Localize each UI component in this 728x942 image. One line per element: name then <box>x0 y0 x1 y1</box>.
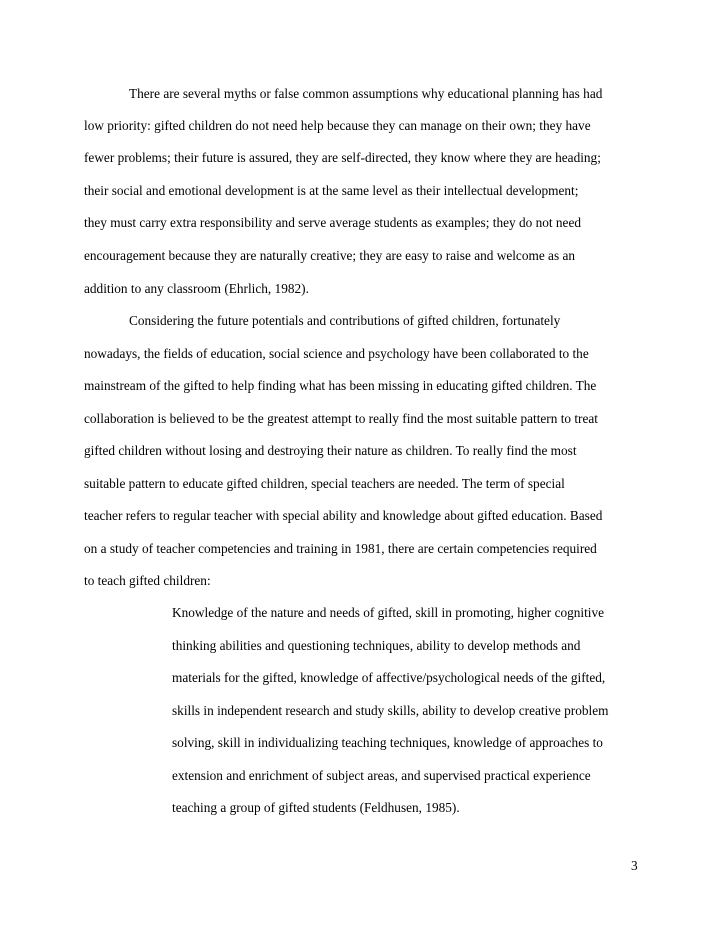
text-line: collaboration is believed to be the greatest attempt to really find the most suitable pattern to treat <box>84 411 598 426</box>
text-line: gifted children without losing and destroying their nature as children. To really find the most <box>84 443 577 458</box>
text-line: addition to any classroom (Ehrlich, 1982). <box>84 281 309 296</box>
text-line: Considering the future potentials and contributions of gifted children, fortunately <box>129 313 561 328</box>
quote-line: materials for the gifted, knowledge of affective/psychological needs of the gifted, <box>172 670 606 685</box>
text-line: mainstream of the gifted to help finding what has been missing in educating gifted children. The <box>84 378 597 393</box>
quote-line: skills in independent research and study skills, ability to develop creative problem <box>172 703 609 718</box>
text-line: nowadays, the fields of education, social science and psychology have been collaborated to the <box>84 346 589 361</box>
text-line: low priority: gifted children do not need help because they can manage on their own; they have <box>84 118 591 133</box>
text-line: There are several myths or false common assumptions why educational planning has had <box>129 86 603 101</box>
text-line: they must carry extra responsibility and serve average students as examples; they do not need <box>84 215 582 230</box>
text-line: on a study of teacher competencies and training in 1981, there are certain competencies required <box>84 541 597 556</box>
text-line: to teach gifted children: <box>84 573 211 588</box>
text-line: teacher refers to regular teacher with special ability and knowledge about gifted education. Based <box>84 508 603 523</box>
text-line: their social and emotional development is at the same level as their intellectual development; <box>84 183 579 198</box>
quote-line: extension and enrichment of subject areas, and supervised practical experience <box>172 768 591 783</box>
text-line: encouragement because they are naturally creative; they are easy to raise and welcome as an <box>84 248 575 263</box>
page-number: 3 <box>631 858 638 873</box>
quote-line: Knowledge of the nature and needs of gifted, skill in promoting, higher cognitive <box>172 605 605 620</box>
text-line: fewer problems; their future is assured, they are self-directed, they know where they are heading; <box>84 150 601 165</box>
text-line: suitable pattern to educate gifted children, special teachers are needed. The term of special <box>84 476 565 491</box>
quote-line: solving, skill in individualizing teaching techniques, knowledge of approaches to <box>172 735 603 750</box>
quote-line: teaching a group of gifted students (Feldhusen, 1985). <box>172 800 460 815</box>
quote-line: thinking abilities and questioning techniques, ability to develop methods and <box>172 638 581 653</box>
